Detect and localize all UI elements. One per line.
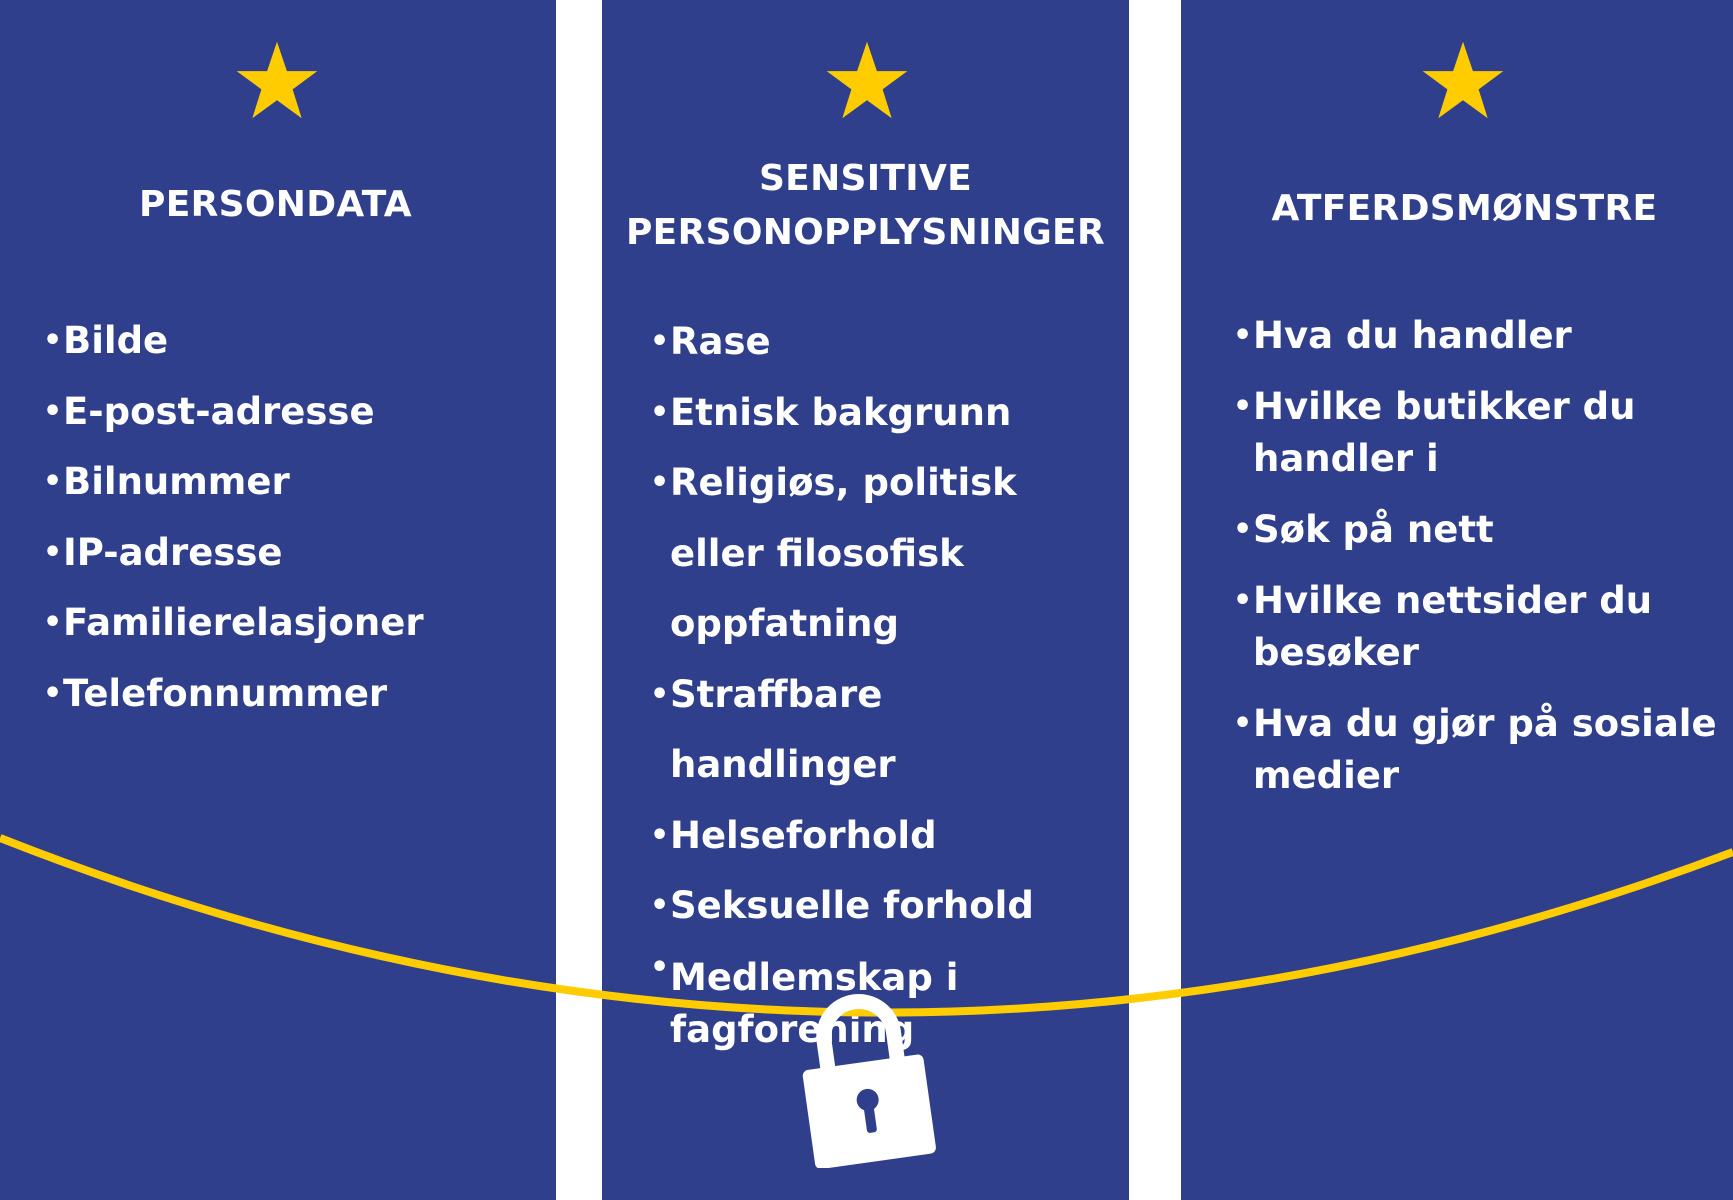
star-icon	[1421, 40, 1505, 120]
list-item: • Telefonnummer	[43, 659, 543, 730]
panel-title	[602, 152, 1129, 260]
list-item: • Helseforhold	[650, 801, 1120, 872]
persondata-list	[43, 306, 543, 729]
list-item: • Hvilke nettsider du besøker	[1233, 575, 1723, 679]
list-item: • Bilde	[43, 306, 543, 377]
panel-title: PERSONDATA	[139, 184, 412, 225]
list-item: • E-post-adresse	[43, 377, 543, 448]
star-icon	[235, 40, 319, 120]
panel-title-line: PERSONOPPLYSNINGER	[626, 212, 1105, 253]
atferd-list	[1233, 310, 1723, 821]
list-item: • Medlemskap i fagforening	[650, 942, 1120, 1056]
panel-title: ATFERDSMØNSTRE	[1271, 188, 1658, 229]
list-item: • Søk på nett	[1233, 504, 1723, 556]
panel-persondata	[0, 0, 556, 1200]
padlock-icon	[795, 988, 937, 1168]
list-item: • Hvilke butikker du handler i	[1233, 381, 1723, 485]
list-item: • Religiøs, politisk eller filosofisk oppfatning	[650, 448, 1120, 660]
list-item: • Hva du handler	[1233, 310, 1723, 362]
list-item: • Bilnummer	[43, 447, 543, 518]
list-item: • Rase	[650, 307, 1120, 378]
sensitive-list	[650, 307, 1120, 1056]
panel-atferdsmonstre	[1181, 0, 1733, 1200]
panel-title-line: SENSITIVE	[758, 158, 973, 199]
list-item: • Familierelasjoner	[43, 588, 543, 659]
list-item: • Seksuelle forhold	[650, 871, 1120, 942]
list-item: • Hva du gjør på sosiale medier	[1233, 698, 1723, 802]
star-icon	[825, 40, 909, 120]
list-item: • Etnisk bakgrunn	[650, 378, 1120, 449]
list-item: • Straffbare handlinger	[650, 660, 1120, 801]
list-item: • IP-adresse	[43, 518, 543, 589]
